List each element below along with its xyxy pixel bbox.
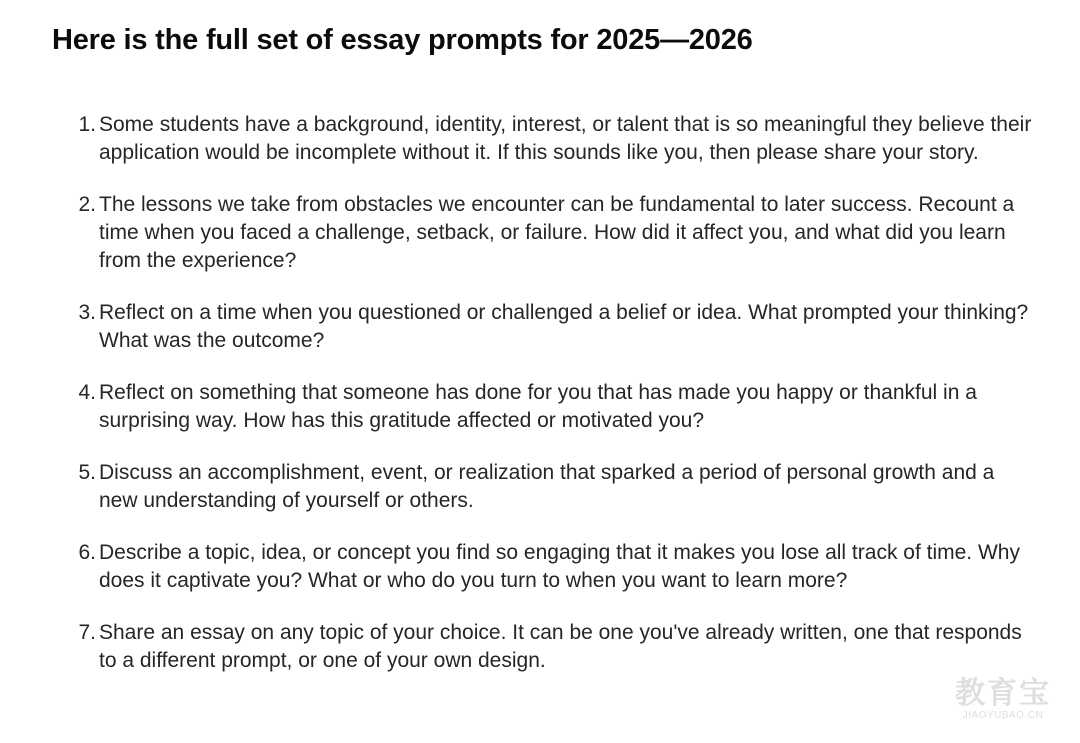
list-item-text: Reflect on something that someone has done for you that has made you happy or thankful in a surprising way. How has this gratitude affected or motivated you? [99,381,977,432]
watermark [948,678,1058,721]
list-item-number: 1. [78,113,96,136]
watermark-domain-text: JIAOYUBAO.CN [962,710,1044,721]
list-item [0,539,1034,595]
list-item-number: 5. [78,461,96,484]
list-item [0,191,1034,275]
list-item-number: 6. [78,541,96,564]
list-item-text: The lessons we take from obstacles we encounter can be fundamental to later success. Recount a time when you faced a challenge, setback, or failure. How did it affect you, and what did you learn from the experience? [99,193,1015,272]
list-item [0,459,1034,515]
list-item-text: Reflect on a time when you questioned or challenged a belief or idea. What prompted your thinking? What was the outcome? [99,301,1029,352]
list-item-text: Some students have a background, identity, interest, or talent that is so meaningful they believe their application would be incomplete without it. If this sounds like you, then please share your story. [99,113,1032,164]
list-item-number: 2. [78,193,96,216]
watermark-logo-text: 教育宝 [955,677,1051,710]
list-item-text: Describe a topic, idea, or concept you find so engaging that it makes you lose all track of time. Why does it captivate you? What or who do you turn to when you want to learn more? [99,541,1020,592]
list-item [0,619,1034,675]
list-item-text: Discuss an accomplishment, event, or realization that sparked a period of personal growth and a new understanding of yourself or others. [99,461,995,512]
list-item [0,299,1034,355]
list-item-number: 7. [78,621,96,644]
list-item-number: 3. [78,301,96,324]
list-item-text: Share an essay on any topic of your choice. It can be one you've already written, one that responds to a different prompt, or one of your own design. [99,621,1022,672]
list-item-number: 4. [78,381,96,404]
list-item [0,111,1034,167]
page-title: Here is the full set of essay prompts for 2025—2026 [52,24,753,56]
list-item [0,379,1034,435]
prompt-list [0,111,1080,699]
